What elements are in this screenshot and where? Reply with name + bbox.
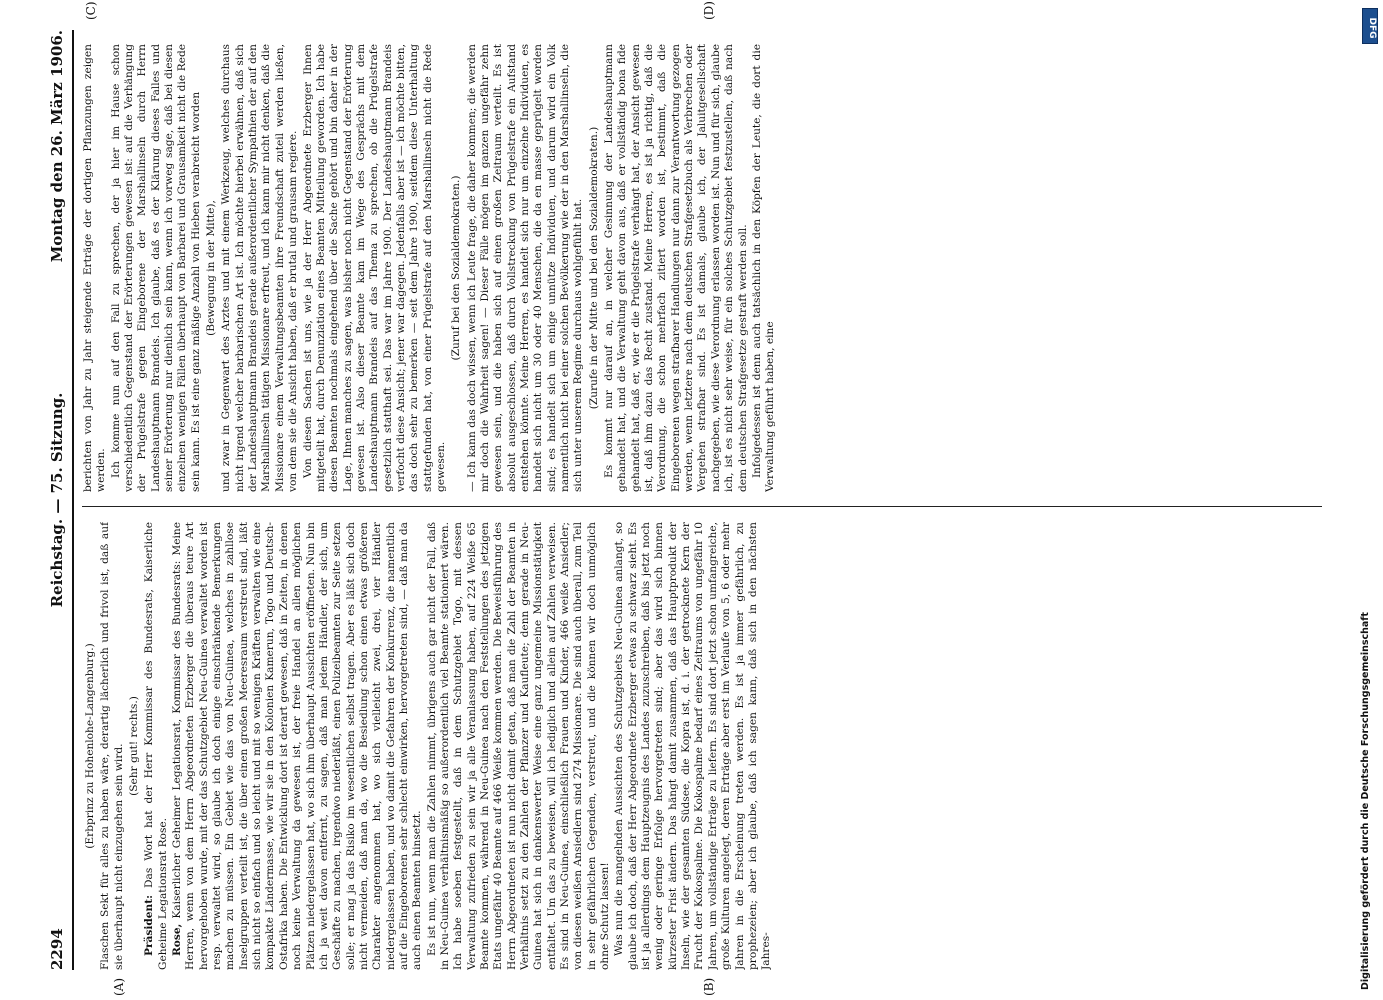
speaker-name: Rose,: [171, 923, 184, 956]
interjection: (Zuruf bei den Sozialdemokraten.): [450, 175, 463, 361]
rotated-page: [42, 1, 1332, 996]
paragraph: Flaschen Sekt für alles zu haben wäre, derartig lächerlich und frivol ist, daß auf sie überhaupt nicht einzugehen sein wird.: [99, 522, 125, 970]
paragraph: Von diesen Sachen ist uns, wie ja der Herr Abgeordnete Erzberger Ihnen mitgeteilt hat, durch Denunziation eines Beamten Mitteilung geworden. Ich habe diesen Beamten nochmals eingehend über die Sache gehört und bin daher in der Lage, Ihnen manches zu sagen, was bisher noch nicht Gegenstand der Erörterung gewesen ist. Also dieser Beamte kam im Wege des Gesprächs mit dem Landeshauptmann Brandeis auf das Thema zu sprechen, ob die Prügelstrafe gesetzlich statthaft sei. Das war im Jahre 1900. Der Landeshauptmann Brandeis verfocht diese Ansicht; jener war dagegen. Jedenfalls aber ist — ich möchte bitten, das doch sehr zu bemerken — seit dem Jahre 1900, seitdem diese Unterhaltung stattgefunden hat, von einer Prügelstrafe auf den Marshallinseln nicht die Rede gewesen.: [301, 44, 447, 492]
margin-marker-c: (C): [84, 1, 98, 20]
speech-text: Das Wort hat der Herr Kommissar des Bundesrats, Kaiserliche Geheime Legationsrat Rose.: [143, 522, 169, 970]
margin-marker-a: (A): [112, 977, 126, 996]
right-text-column: [82, 44, 1322, 492]
page-number: 2294: [48, 928, 66, 970]
interjection: (Erbprinz zu Hohenlohe-Langenburg.): [84, 643, 96, 849]
paragraph: Infolgedessen ist denn auch tatsächlich in den Köpfen der Leute, die dort die Verwaltung geführt haben, eine: [750, 44, 777, 492]
margin-marker-b: (B): [702, 977, 716, 996]
paragraph: Was nun die mangelnden Aussichten des Schutzgebiets Neu-Guinea anlangt, so glaube ich doch, daß der Herr Abgeordnete Erzberger etwas zu schwarz sieht. Es ist ja allerdings dem Hauptzeugnis des Landes zuzuschreiben, daß bis jetzt noch wenig oder geringe Erfolge hervorgetreten sind; aber das wird sich binnen kürzester Frist ändern. Das hängt damit zusammen, daß das Hauptprodukt der Inseln, wie der gesamten Südsee, die Kopra ist, d. i. der getrocknete Kern der Frucht der Kokospalme. Die Kokospalme bedarf eines Zeitraums von ungefähr 10 Jahren, um vollständige Erträge zu liefern. Es sind dort jetzt schon umfangreiche, große Kulturen angelegt, deren Erträge aber erst im Verlaufe von 5, 6 oder mehr Jahren in die Erscheinung treten werden. Es ist ja immer gefährlich, zu prophezeien; aber ich glaube, daß ich sagen kann, daß sich in den nächsten Jahres-: [613, 522, 773, 970]
interjection: (Zurufe in der Mitte und bei den Sozialdemokraten.): [587, 126, 600, 410]
interjection: (Bewegung in der Mitte),: [205, 200, 218, 336]
paragraph: berichten von Jahr zu Jahr steigende Erträge der dortigen Pflanzungen zeigen werden.: [82, 44, 108, 492]
paragraph: und zwar in Gegenwart des Arztes und mit einem Werkzeug, welches durchaus nicht irgend welcher barbarischen Art ist. Ich möchte hierbei erwähnen, daß sich der Landeshauptmann Brandeis gerade außerordentlicher Sympathien der auf den Marshallinseln tätigen Missionare erfreut, und ich kann mir nicht denken, daß die Missionare einem Verwaltungsbeamten ihre Freundschaft zuteil werden ließen, von dem sie die Ansicht haben, daß er brutal und grausam regiere.: [220, 44, 300, 492]
paragraph: [143, 522, 170, 970]
left-text-column: [82, 522, 1322, 970]
session-date: Montag den 26. März 1906.: [48, 30, 66, 263]
interjection: (Sehr gut! rechts.): [128, 696, 141, 796]
page-header: [42, 30, 74, 970]
session-title: Reichstag. — 75. Sitzung.: [48, 392, 66, 608]
speaker-name: Präsident:: [143, 894, 156, 956]
digitization-note: Digitalisierung gefördert durch die Deutsche Forschungsgemeinschaft: [1360, 612, 1371, 990]
paragraph: [171, 522, 425, 970]
paragraph: Es kommt nur darauf an, in welcher Gesinnung der Landeshauptmann gehandelt hat, und die Verwaltung geht davon aus, daß er vollständig bona fide gehandelt hat, daß er, wie er die Prügelstrafe verhängt hat, der Ansicht gewesen ist, daß ihm dazu das Recht zustand. Meine Herren, es ist ja richtig, daß die Verordnung, die schon mehrfach zitiert worden ist, bestimmt, daß die Eingeborenen wegen strafbarer Handlungen nur dann zur Verantwortung gezogen werden, wenn letztere nach dem deutschen Strafgesetzbuch als Verbrechen oder Vergehen strafbar sind. Es ist damals, glaube ich, der Jaluitgesellschaft nachgegeben, wie diese Verordnung erlassen worden ist. Nun und für sich, glaube ich, ist es nicht sehr weise, für ein solches Schutzgebiet festzustellen, daß nach dem deutschen Strafgesetze gestraft werden soll.: [603, 44, 749, 492]
paragraph: Ich komme nun auf den Fall zu sprechen, der ja hier im Hause schon verschiedentlich Gegenstand der Erörterungen gewesen ist: auf die Verhängung der Prügelstrafe gegen Eingeborene der Marshallinseln durch Herrn Landeshauptmann Brandeis. Ich glaube, daß es der Klärung dieses Falles und seiner Erörterung nur dienlich sein kann, wenn ich vorweg sage, daß bei diesen einzelnen wenigen Fällen überhaupt von Barbarei und Grausamkeit nicht die Rede sein kann. Es ist eine ganz mäßige Anzahl von Hieben verabreicht worden: [109, 44, 202, 492]
dfg-logo: [1362, 8, 1378, 44]
paragraph: — Ich kann das doch wissen, wenn ich Leute frage, die daher kommen; die werden mir doch die Wahrheit sagen! — Dieser Fälle mögen im ganzen ungefähr zehn gewesen sein, und die haben sich auf einen großen Zeitraum verteilt. Es ist absolut ausgeschlossen, daß durch Vollstreckung von Prügelstrafe ein Aufstand entstehen könnte. Meine Herren, es handelt sich nur um einzelne Individuen, es handelt sich nicht um 30 oder 40 Menschen, die da en masse geprügelt worden sind; es handelt sich um einige unnütze Individuen, und darum wird ein Volk namentlich nicht bei einer solchen Bevölkerung wie der in den Marshallinseln, die sich unter unserem Regime durchaus wohlgefühlt hat.: [465, 44, 585, 492]
paragraph: Es ist nun, wenn man die Zahlen nimmt, übrigens auch gar nicht der Fall, daß in Neu-Guinea verhältnismäßig so außerordentlich viel Beamte stationiert wären. Ich habe soeben festgestellt, daß in dem Schutzgebiet Togo, mit dessen Verwaltung zufrieden zu sein wir ja alle Veranlassung haben, auf 224 Weiße 65 Beamte kommen, während in Neu-Guinea nach den Feststellungen des jetzigen Etats ungefähr 40 Beamte auf 466 Weiße kommen werden. Die Beweisführung des Herrn Abgeordneten ist nun nicht damit getan, daß man die Zahl der Beamten in Verhältnis setzt zu den Zahlen der Pflanzer und Kaufleute; denn gerade in Neu-Guinea hat sich in dankenswerter Weise eine ganz ungemeine Missionstätigkeit entfaltet. Um das zu beweisen, will ich lediglich und allein auf Zahlen verweisen. Es sind in Neu-Guinea, einschließlich Frauen und Kinder, 466 weiße Ansiedler; von diesen weißen Ansiedlern sind 274 Missionare. Die sind auch überall, zum Teil in sehr gefährlichen Gegenden, verstreut, und die können wir doch unmöglich ohne Schutz lassen!: [425, 522, 612, 970]
speech-text: Kaiserlicher Geheimer Legationsrat, Kommissar des Bundesrats: Meine Herren, wenn von dem Herrn Abgeordneten Erzberger die überaus teure Art hervorgehoben wurde, mit der das Schutzgebiet Neu-Guinea verwaltet worden ist resp. verwaltet wird, so glaube ich doch einige einschränkende Bemerkungen machen zu müssen. Ein Gebiet wie das von Neu-Guinea, welches in zahllose Inselgruppen verteilt ist, die über einen großen Meeresraum verstreut sind, läßt sich nicht so einfach und so leicht und mit so wenigen Kräften verwalten wie eine kompakte Ländermasse, wie wir sie in den Kolonien Kamerun, Togo und Deutsch-Ostafrika haben. Die Entwicklung dort ist derart gewesen, daß in Zeiten, in denen noch keine Verwaltung da gewesen ist, der freie Handel an allen möglichen Plätzen niedergelassen hat, wo sich ihm überhaupt Aussichten eröffneten. Nun bin ich ja weit davon entfernt, zu sagen, daß man jedem Händler, der sich, um Geschäfte zu machen, irgendwo niederläßt, einen Polizeibeamten zur Seite setzen solle; er mag ja das Risiko im wesentlichen selbst tragen. Aber es läßt sich doch nicht vermeiden, daß man da, wo die Besiedlung schon einen etwas größeren Charakter angenommen hat, wo sich vielleicht zwei, drei, vier Händler niedergelassen haben, und wo damit die Gefahren der Konkurrenz, die namentlich auf die Eingeborenen sehr schlecht einwirken, hervorgetreten sind, — daß man da auch einen Beamten hinsetzt.: [171, 522, 424, 970]
dfg-logo-text: DFG: [1367, 17, 1377, 39]
margin-marker-d: (D): [702, 1, 716, 20]
column-divider: [82, 506, 1322, 507]
